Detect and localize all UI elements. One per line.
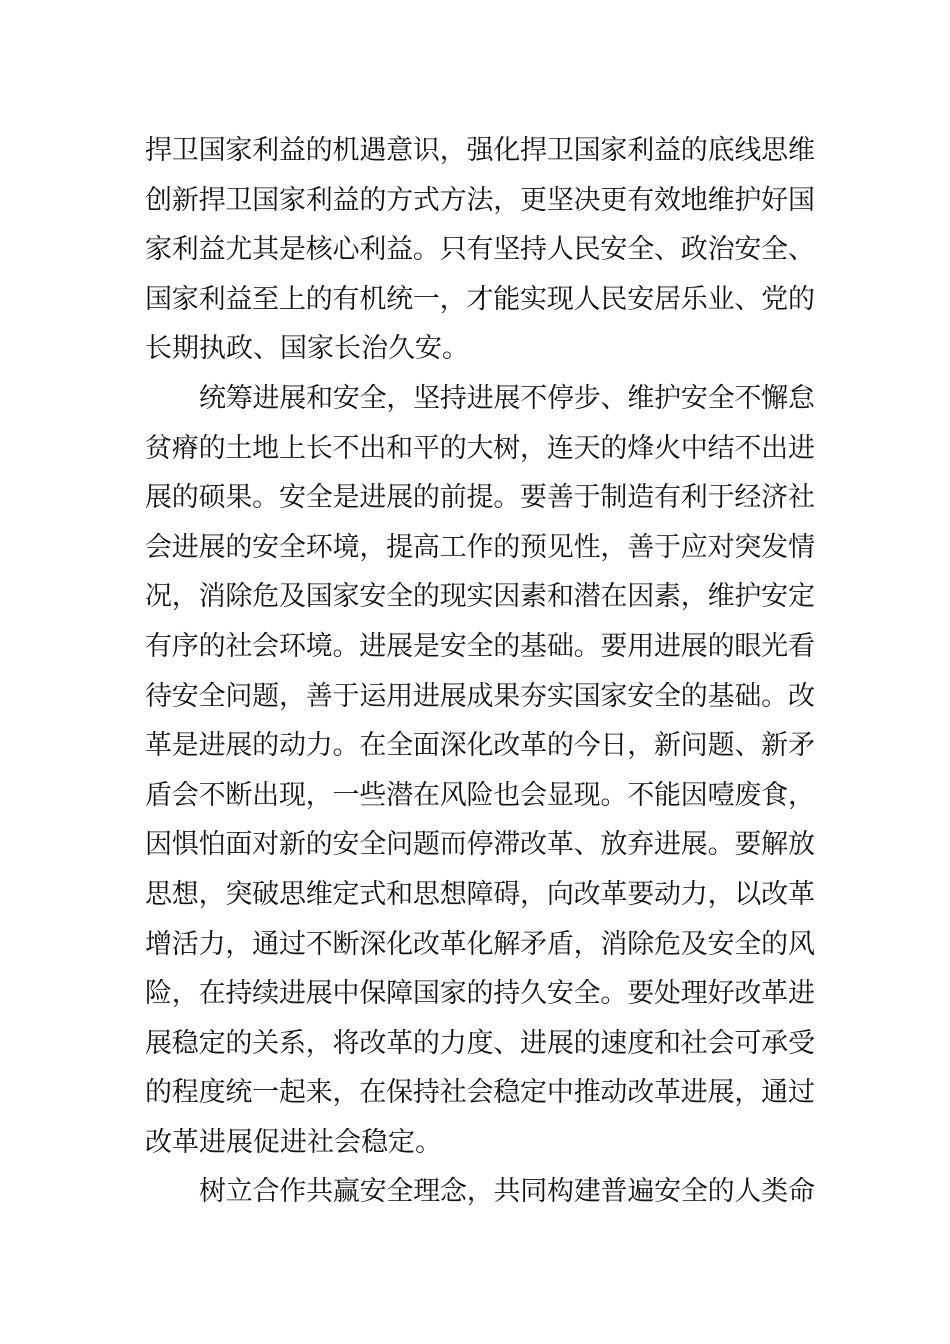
- text-line: 的程度统一起来，在保持社会稳定中推动改革进展，通过: [145, 1077, 815, 1109]
- text-line: 盾会不断出现，一些潜在风险也会显现。不能因噎废食，: [145, 779, 815, 811]
- text-line: 有序的社会环境。进展是安全的基础。要用进展的眼光看: [145, 630, 815, 662]
- text-line: 改革进展促进社会稳定。: [145, 1126, 442, 1158]
- text-line: 捍卫国家利益的机遇意识，强化捍卫国家利益的底线思维: [145, 135, 815, 166]
- text-line: 险，在持续进展中保障国家的持久安全。要处理好改革进: [145, 978, 815, 1010]
- body-text: [145, 126, 815, 1217]
- text-line: 统筹进展和安全，坚持进展不停步、维护安全不懈怠: [199, 382, 815, 414]
- paragraph-2: [145, 374, 815, 1168]
- text-line: 展稳定的关系，将改革的力度、进展的速度和社会可承受: [145, 1027, 815, 1059]
- text-line: 会进展的安全环境，提高工作的预见性，善于应对突发情: [145, 531, 815, 563]
- text-line: 增活力，通过不断深化改革化解矛盾，消除危及安全的风: [145, 928, 815, 960]
- text-line: 长期执政、国家长治久安。: [145, 333, 469, 365]
- text-line: 贫瘠的土地上长不出和平的大树，连天的烽火中结不出进: [145, 432, 815, 464]
- text-line: 待安全问题，善于运用进展成果夯实国家安全的基础。改: [145, 680, 815, 712]
- text-line: 国家利益至上的有机统一，才能实现人民安居乐业、党的: [145, 283, 815, 315]
- text-line: 革是进展的动力。在全面深化改革的今日，新问题、新矛: [145, 730, 815, 762]
- text-line: 创新捍卫国家利益的方式方法，更坚决更有效地维护好国: [145, 184, 815, 216]
- text-line: 思想，突破思维定式和思想障碍，向改革要动力，以改革: [145, 878, 815, 910]
- text-line: 况，消除危及国家安全的现实因素和潜在因素，维护安定: [145, 581, 815, 613]
- text-line: 因惧怕面对新的安全问题而停滞改革、放弃进展。要解放: [145, 829, 815, 861]
- text-line: 家利益尤其是核心利益。只有坚持人民安全、政治安全、: [145, 234, 815, 266]
- paragraph-3: [145, 1167, 815, 1217]
- paragraph-1: [145, 126, 815, 374]
- text-line: 展的硕果。安全是进展的前提。要善于制造有利于经济社: [145, 482, 815, 514]
- text-line: 树立合作共赢安全理念，共同构建普遍安全的人类命: [199, 1176, 815, 1208]
